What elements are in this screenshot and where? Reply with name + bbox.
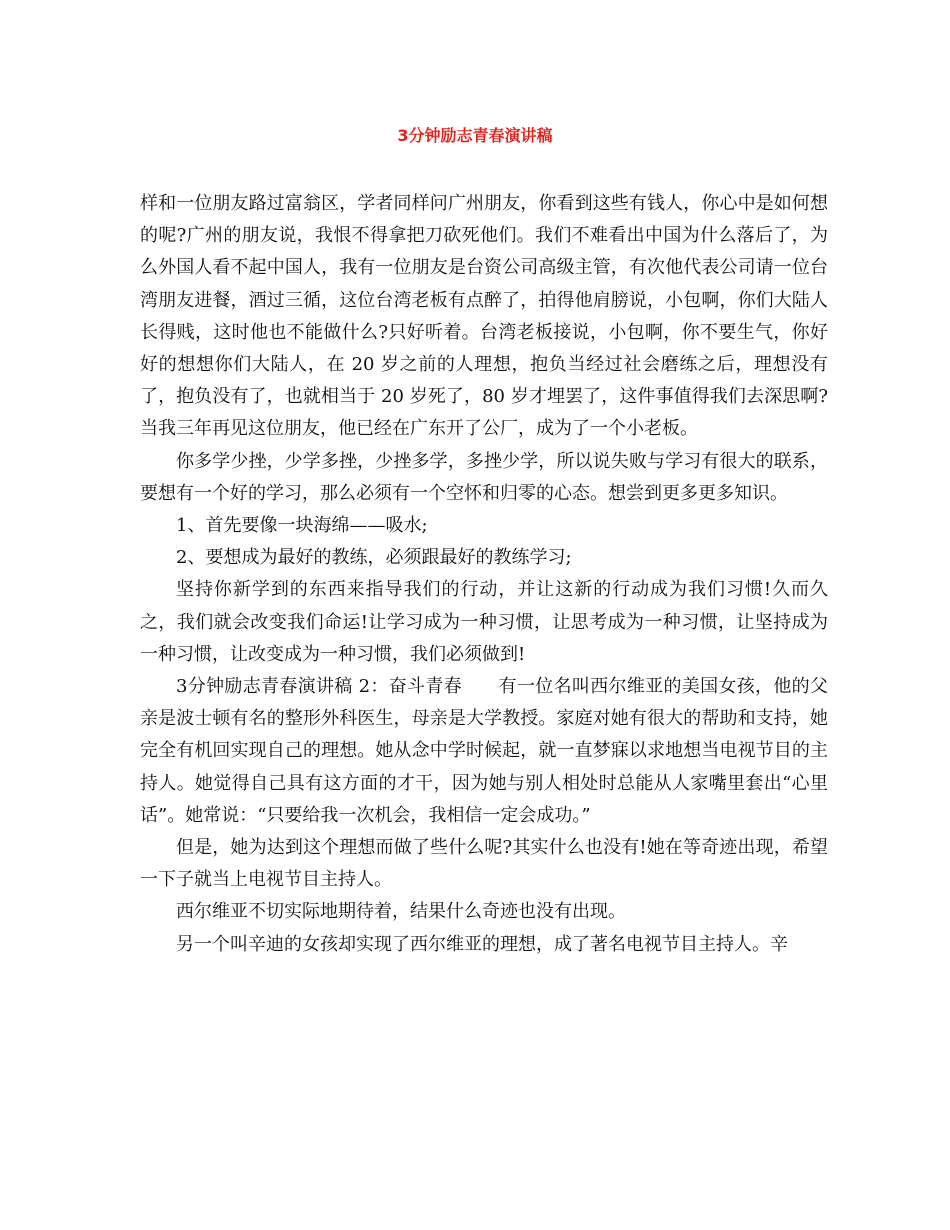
paragraph: 另一个叫辛迪的女孩却实现了西尔维亚的理想，成了著名电视节目主持人。辛: [176, 933, 788, 955]
paragraph: 西尔维亚不切实际地期待着，结果什么奇迹也没有出现。: [176, 901, 626, 923]
paragraph: 坚持你新学到的东西来指导我们的行动，并让这新的行动成为我们习惯!久而久之，我们就会改变我们命运!让学习成为一种习惯，让思考成为一种习惯，让坚持成为一种习惯，让改变成为一种习惯，我们必须做到!: [140, 579, 828, 665]
document-title: 3分钟励志青春演讲稿: [397, 126, 553, 145]
document-body: [140, 188, 828, 961]
list-item: 2、要想成为最好的教练，必须跟最好的教练学习;: [176, 547, 572, 569]
paragraph-continuation: 样和一位朋友路过富翁区，学者同样问广州朋友，你看到这些有钱人，你心中是如何想的呢?广州的朋友说，我恨不得拿把刀砍死他们。我们不难看出中国为什么落后了，为么外国人看不起中国人，我有一位朋友是台资公司高级主管，有次他代表公司请一位台湾朋友进餐，酒过三循，这位台湾老板有点醉了，拍得他肩膀说，小包啊，你们大陆人长得贱，这时他也不能做什么?只好听着。台湾老板接说，小包啊，你不要生气，你好好的想想你们大陆人，在 20 岁之前的人理想，抱负当经过社会磨练之后，理想没有了，抱负没有了，也就相当于 20 岁死了，80 岁才埋罢了，这件事值得我们去深思啊?当我三年再见这位朋友，他已经在广东开了公厂，成为了一个小老板。: [140, 193, 828, 440]
paragraph: 但是，她为达到这个理想而做了些什么呢?其实什么也没有!她在等奇迹出现，希望一下子就当上电视节目主持人。: [140, 837, 828, 891]
paragraph: 3分钟励志青春演讲稿 2：奋斗青春 有一位名叫西尔维亚的美国女孩，他的父亲是波士顿有名的整形外科医生，母亲是大学教授。家庭对她有很大的帮助和支持，她完全有机回实现自己的理想。她从念中学时候起，就一直梦寐以求地想当电视节目的主持人。她觉得自己具有这方面的才干，因为她与别人相处时总能从人家嘴里套出“心里话”。她常说：“只要给我一次机会，我相信一定会成功。”: [140, 676, 828, 826]
paragraph: 你多学少挫，少学多挫，少挫多学，多挫少学，所以说失败与学习有很大的联系，要想有一个好的学习，那么必须有一个空怀和归零的心态。想尝到更多更多知识。: [140, 450, 828, 504]
list-item: 1、首先要像一块海绵——吸水;: [176, 515, 428, 537]
